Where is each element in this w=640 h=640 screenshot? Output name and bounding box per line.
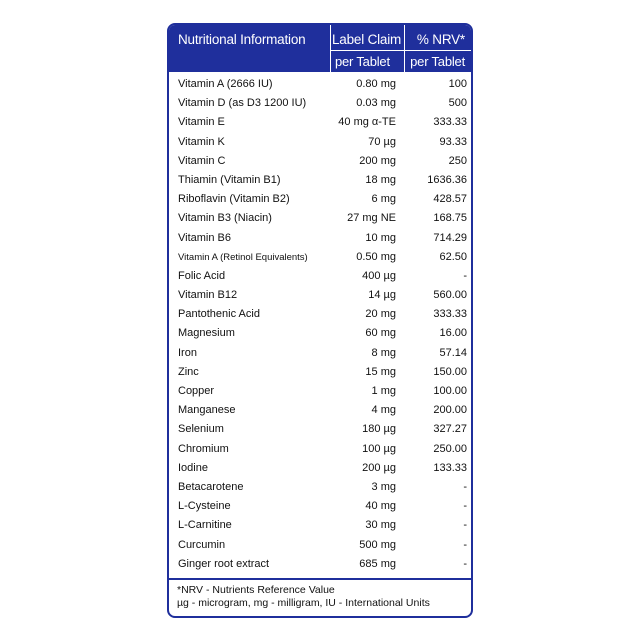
nutrient-name: L-Cysteine: [178, 500, 231, 513]
nutrient-name: Folic Acid: [178, 269, 226, 282]
nrv-value: 16.00: [439, 327, 467, 340]
nrv-value: 428.57: [433, 193, 467, 206]
table-row: [169, 401, 471, 420]
nutrient-name: Zinc: [178, 365, 199, 378]
table-row: [169, 133, 471, 152]
nutrient-name: Betacarotene: [178, 480, 244, 493]
nutrient-name: Ginger root extract: [178, 557, 270, 570]
nutrient-name: Chromium: [178, 442, 229, 455]
nrv-value: -: [463, 480, 467, 493]
table-body: [169, 75, 471, 574]
nrv-value: 150.00: [433, 365, 467, 378]
nrv-value: 62.50: [439, 250, 467, 263]
nrv-value: 560.00: [433, 289, 467, 302]
header-divider: [330, 50, 471, 51]
nutrient-name: Manganese: [178, 404, 236, 417]
table-row: [169, 171, 471, 190]
nutrient-name: Vitamin K: [178, 135, 225, 148]
nrv-value: 714.29: [433, 231, 467, 244]
table-row: [169, 286, 471, 305]
table-row: [169, 113, 471, 132]
nrv-value: 333.33: [433, 116, 467, 129]
nutrient-name: Vitamin B3 (Niacin): [178, 212, 272, 225]
footnote-units: µg - microgram, mg - milligram, IU - International Units: [177, 597, 430, 609]
nrv-value: 500: [448, 97, 467, 110]
table-row: [169, 382, 471, 401]
header-label-claim-sub: per Tablet: [335, 54, 390, 69]
table-row: [169, 536, 471, 555]
nrv-value: 93.33: [439, 135, 467, 148]
nrv-value: 250.00: [433, 442, 467, 455]
nutrient-name: Vitamin A (Retinol Equivalents): [178, 251, 308, 263]
footer-divider: [169, 578, 471, 580]
nutrition-table: [167, 23, 473, 618]
nutrient-name: Magnesium: [178, 327, 235, 340]
table-row: [169, 94, 471, 113]
table-row: [169, 478, 471, 497]
footnote: [177, 584, 430, 610]
label-claim-value: 27 mg NE: [347, 212, 396, 225]
label-claim-value: 0.50 mg: [356, 250, 396, 263]
nutrient-name: Thiamin (Vitamin B1): [178, 173, 281, 186]
footnote-nrv: *NRV - Nutrients Reference Value: [177, 584, 335, 596]
label-claim-value: 500 mg: [359, 538, 396, 551]
table-row: [169, 248, 471, 267]
nrv-value: -: [463, 519, 467, 532]
label-claim-value: 10 mg: [365, 231, 396, 244]
table-row: [169, 344, 471, 363]
table-row: [169, 190, 471, 209]
nrv-value: 100.00: [433, 385, 467, 397]
label-claim-value: 60 mg: [365, 327, 396, 340]
nrv-value: -: [463, 269, 467, 282]
label-claim-value: 6 mg: [371, 193, 396, 206]
nrv-value: 57.14: [439, 346, 467, 359]
nutrient-name: Riboflavin (Vitamin B2): [178, 193, 290, 206]
label-claim-value: 15 mg: [365, 365, 396, 378]
label-claim-value: 40 mg α-TE: [338, 116, 396, 129]
table-row: [169, 555, 471, 574]
header-nutritional-information: Nutritional Information: [178, 32, 306, 47]
nrv-value: 327.27: [433, 423, 467, 436]
header-divider: [330, 25, 331, 72]
label-claim-value: 40 mg: [365, 500, 396, 513]
table-row: [169, 209, 471, 228]
label-claim-value: 20 mg: [365, 308, 396, 321]
nutrient-name: Iron: [178, 346, 197, 359]
label-claim-value: 200 µg: [362, 461, 396, 474]
table-row: [169, 229, 471, 248]
label-claim-value: 70 µg: [368, 135, 396, 148]
table-row: [169, 267, 471, 286]
label-claim-value: 18 mg: [365, 173, 396, 186]
nrv-value: 1636.36: [427, 173, 467, 186]
label-claim-value: 3 mg: [371, 480, 396, 493]
header-nrv: % NRV*: [416, 32, 465, 47]
nrv-value: 333.33: [433, 308, 467, 321]
nutrient-name: Vitamin B12: [178, 289, 238, 302]
nutrient-name: Vitamin A (2666 IU): [178, 78, 273, 90]
nrv-value: 168.75: [433, 212, 467, 225]
label-claim-value: 0.03 mg: [356, 97, 396, 110]
label-claim-value: 100 µg: [362, 442, 396, 455]
label-claim-value: 200 mg: [359, 154, 396, 167]
table-row: [169, 75, 471, 94]
header-label-claim: Label Claim: [332, 32, 402, 47]
nutrient-name: Curcumin: [178, 538, 226, 551]
table-row: [169, 363, 471, 382]
table-row: [169, 152, 471, 171]
nutrient-name: Pantothenic Acid: [178, 308, 260, 321]
header-divider: [404, 25, 405, 72]
label-claim-value: 180 µg: [362, 423, 396, 436]
nrv-value: 250: [448, 154, 467, 167]
table-row: [169, 516, 471, 535]
label-claim-value: 8 mg: [371, 346, 396, 359]
label-claim-value: 400 µg: [362, 269, 396, 282]
nrv-value: -: [463, 500, 467, 513]
label-claim-value: 14 µg: [368, 289, 396, 302]
header-nrv-sub: per Tablet: [410, 54, 465, 69]
nrv-value: 100: [448, 78, 467, 90]
nrv-value: -: [463, 538, 467, 551]
nutrient-name: Vitamin C: [178, 154, 226, 167]
table-row: [169, 440, 471, 459]
nutrient-name: L-Carnitine: [178, 519, 232, 532]
table-row: [169, 497, 471, 516]
nutrient-name: Selenium: [178, 423, 224, 436]
nrv-value: 200.00: [433, 404, 467, 417]
nutrient-name: Iodine: [178, 461, 208, 474]
label-claim-value: 685 mg: [359, 557, 396, 570]
label-claim-value: 0.80 mg: [356, 78, 396, 90]
nutrient-name: Vitamin D (as D3 1200 IU): [178, 97, 307, 110]
table-row: [169, 324, 471, 343]
table-row: [169, 305, 471, 324]
nrv-value: -: [463, 557, 467, 570]
label-claim-value: 1 mg: [371, 385, 396, 397]
nutrient-name: Vitamin E: [178, 116, 225, 129]
label-claim-value: 30 mg: [365, 519, 396, 532]
table-header: [169, 25, 471, 72]
nrv-value: 133.33: [433, 461, 467, 474]
nutrient-name: Vitamin B6: [178, 231, 231, 244]
label-claim-value: 4 mg: [371, 404, 396, 417]
table-row: [169, 420, 471, 439]
table-row: [169, 459, 471, 478]
nutrient-name: Copper: [178, 385, 215, 397]
